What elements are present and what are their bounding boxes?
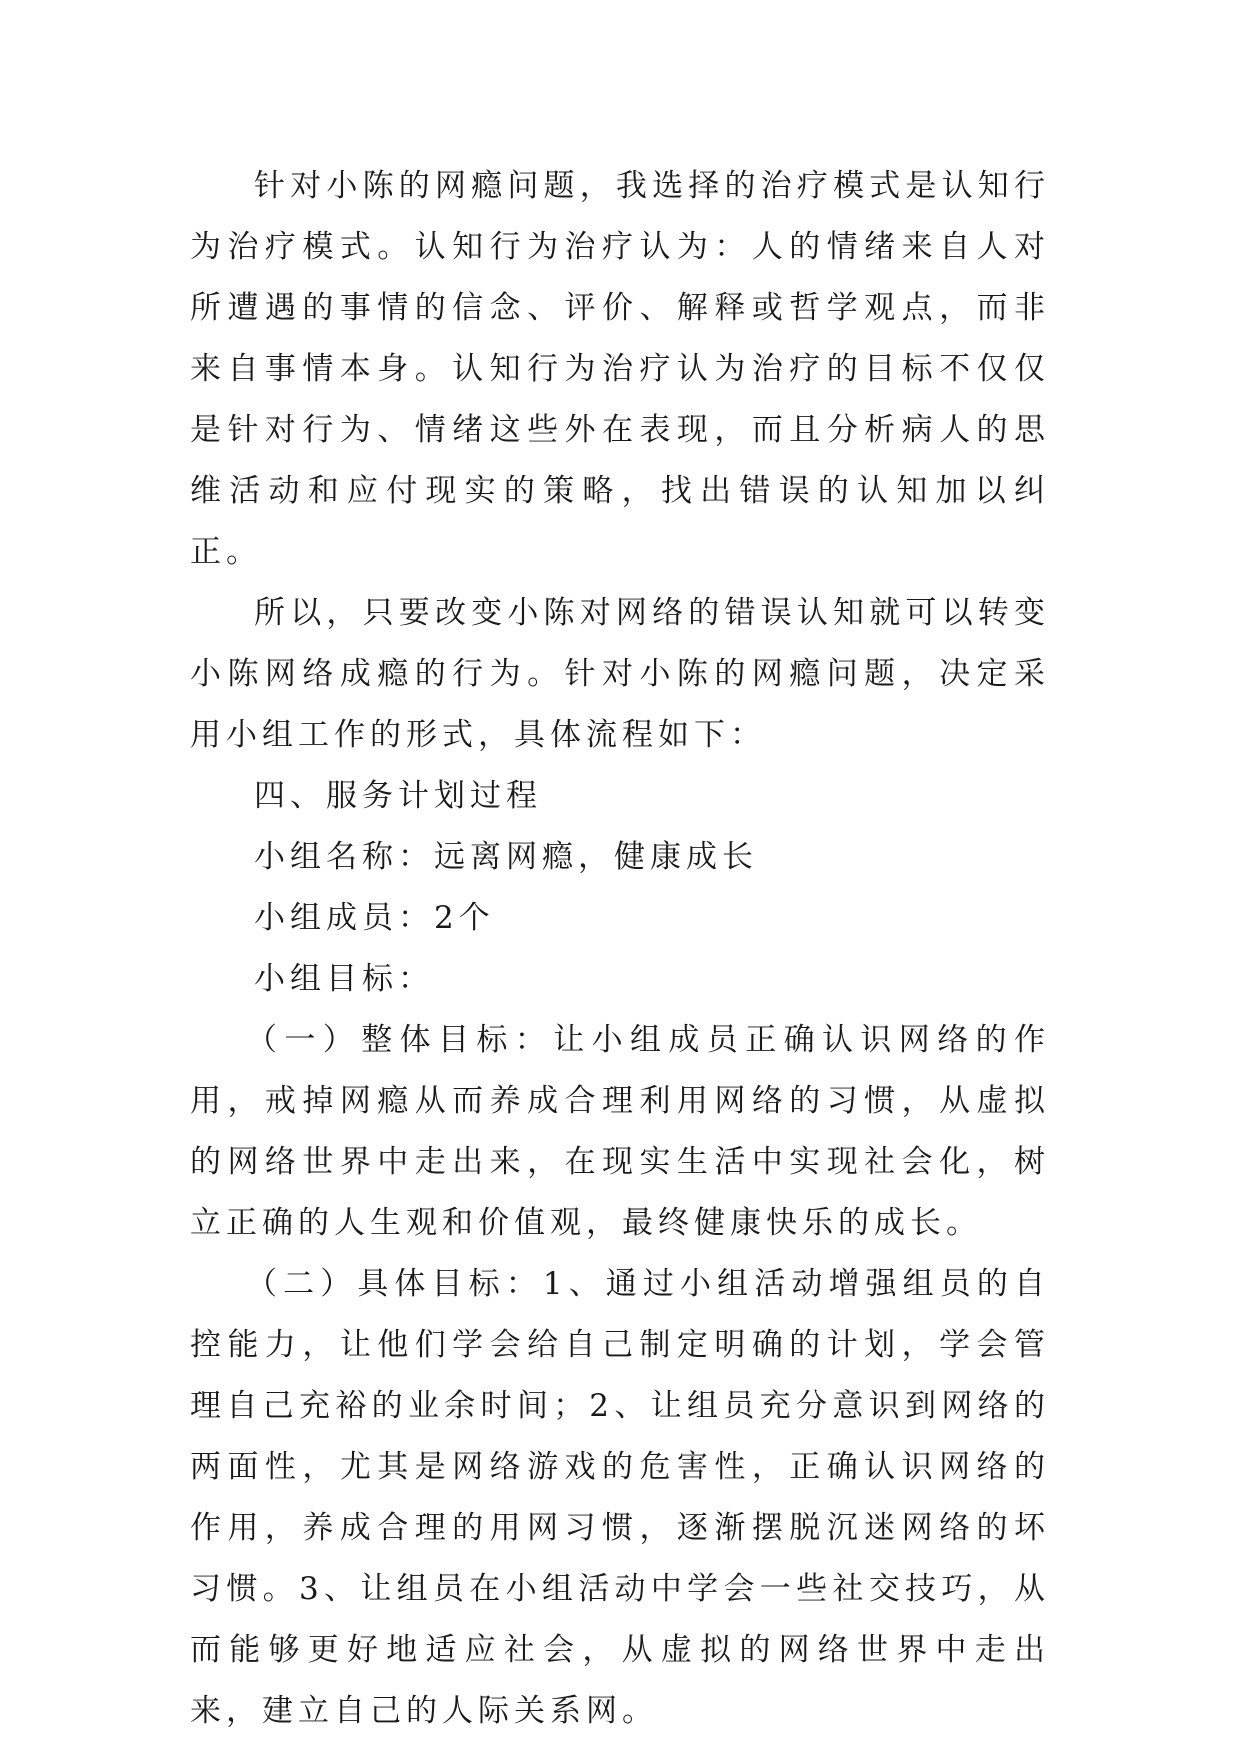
document-body (190, 156, 1050, 1742)
specific-goal: （二）具体目标：1、通过小组活动增强组员的自控能力，让他们学会给自己制定明确的计划，学会管理自己充裕的业余时间；2、让组员充分意识到网络的两面性，尤其是网络游戏的危害性，正确认识网络的作用，养成合理的用网习惯，逐渐摆脱沉迷网络的坏习惯。3、让组员在小组活动中学会一些社交技巧，从而能够更好地适应社会，从虚拟的网络世界中走出来，建立自己的人际关系网。 (190, 1266, 1050, 1729)
paragraph-treatment-model: 针对小陈的网瘾问题，我选择的治疗模式是认知行为治疗模式。认知行为治疗认为：人的情绪来自人对所遭遇的事情的信念、评价、解释或哲学观点，而非来自事情本身。认知行为治疗认为治疗的目标不仅仅是针对行为、情绪这些外在表现，而且分析病人的思维活动和应付现实的策略，找出错误的认知加以纠正。 (190, 168, 1050, 570)
group-name: 小组名称：远离网瘾，健康成长 (254, 839, 758, 875)
group-members: 小组成员：2个 (254, 900, 495, 936)
overall-goal: （一）整体目标：让小组成员正确认识网络的作用，戒掉网瘾从而养成合理利用网络的习惯，从虚拟的网络世界中走出来，在现实生活中实现社会化，树立正确的人生观和价值观，最终健康快乐的成长。 (190, 1022, 1050, 1241)
section-heading: 四、服务计划过程 (254, 778, 542, 814)
paragraph-change-cognition: 所以，只要改变小陈对网络的错误认知就可以转变小陈网络成瘾的行为。针对小陈的网瘾问题，决定采用小组工作的形式，具体流程如下： (190, 595, 1050, 753)
group-goals-label: 小组目标： (254, 961, 434, 997)
